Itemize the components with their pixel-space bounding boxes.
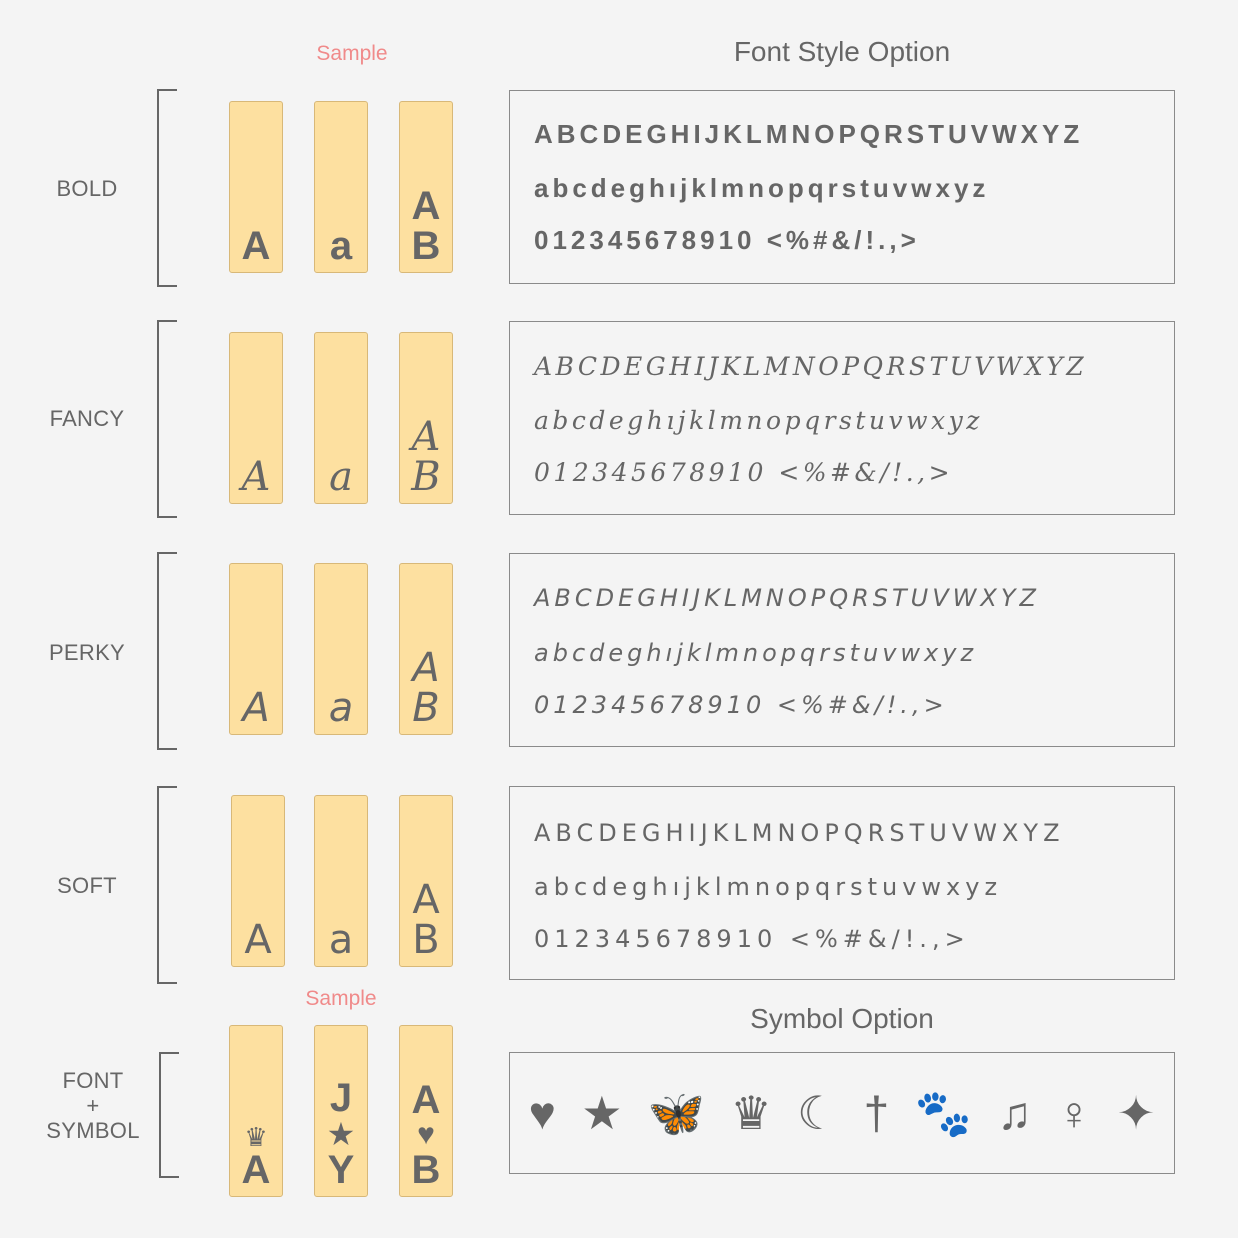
font-style-title: Font Style Option [733, 36, 951, 67]
lowercase-line: abcdeghıjklmnopqrstuvwxyz [534, 873, 1003, 901]
digits-symbols-line: 012345678910 <%#&/!.,> [534, 225, 920, 255]
tag-glyph: A [412, 645, 440, 691]
tag-glyph: B [411, 454, 441, 500]
butterfly-icon: 🦋 [647, 1087, 706, 1139]
sample-tag [231, 795, 285, 967]
row-bracket [157, 552, 177, 750]
font-preview-box [509, 90, 1175, 284]
tag-glyph: A [411, 184, 441, 228]
row-label-line: + [86, 1093, 100, 1118]
tag-glyph: A [241, 1148, 271, 1192]
sample-tag [314, 563, 368, 735]
sample-tag [229, 563, 283, 735]
heart-icon: ♥ [417, 1118, 435, 1151]
tag-glyph: B [411, 1148, 441, 1192]
font-preview-box [509, 553, 1175, 747]
font-preview-box [509, 786, 1175, 980]
digits-symbols-line: 012345678910 <%#&/!.,> [534, 691, 948, 719]
sample-tag [314, 101, 368, 273]
row-bracket [159, 1052, 179, 1178]
sample-tag [229, 332, 283, 504]
sample-tag [399, 563, 453, 735]
uppercase-line: ABCDEGHIJKLMNOPQRSTUVWXYZ [534, 119, 1084, 149]
uppercase-line: ABCDEGHIJKLMNOPQRSTUVWXYZ [534, 584, 1040, 612]
tag-glyph: A [244, 917, 272, 963]
row-bracket [157, 89, 177, 287]
tag-glyph: a [328, 685, 354, 731]
uppercase-line: ABCDEGHIJKLMNOPQRSTUVWXYZ [534, 819, 1065, 847]
tag-glyph: A [241, 454, 271, 500]
moon-icon: ☾ [797, 1087, 839, 1139]
sample-tag [229, 101, 283, 273]
row-label-bold: BOLD [56, 176, 118, 201]
uppercase-line: ABCDEGHIJKLMNOPQRSTUVWXYZ [534, 352, 1088, 381]
tag-glyph: a [328, 917, 354, 963]
row-bracket [157, 786, 177, 984]
tag-glyph: A [411, 414, 441, 460]
row-label-font-symbol [18, 1068, 168, 1143]
tag-glyph: a [329, 224, 353, 268]
tag-glyph: a [329, 454, 353, 500]
row-bracket [157, 320, 177, 518]
row-label-line: FONT [62, 1068, 124, 1093]
sample-heading: Sample [316, 42, 388, 65]
star-icon: ★ [326, 1116, 356, 1152]
crown-icon: ♛ [244, 1122, 268, 1152]
sample-tag [399, 101, 453, 273]
symbol-list [510, 1053, 1174, 1173]
sparkle-icon: ✦ [1116, 1087, 1156, 1139]
crown-icon: ♛ [730, 1087, 772, 1139]
tag-glyph: B [412, 917, 440, 963]
heart-icon: ♥ [528, 1087, 556, 1139]
paw-icon: 🐾 [914, 1087, 972, 1139]
digits-symbols-line: 012345678910 <%#&/!.,> [534, 458, 954, 487]
tag-glyph: A [242, 685, 270, 731]
lowercase-line: abcdeghıjklmnopqrstuvwxyz [534, 406, 983, 435]
tag-glyph: J [329, 1076, 353, 1120]
row-label-fancy: FANCY [49, 406, 125, 431]
lowercase-line: abcdeghıjklmnopqrstuvwxyz [534, 173, 990, 203]
tag-glyph: B [412, 685, 440, 731]
row-label-soft: SOFT [57, 873, 117, 898]
tag-glyph: B [411, 224, 441, 268]
female-icon: ♀ [1056, 1087, 1092, 1139]
symbol-option-title: Symbol Option [750, 1003, 934, 1034]
font-preview-box [509, 321, 1175, 515]
star-icon: ★ [581, 1087, 623, 1139]
tag-glyph: A [412, 877, 440, 923]
row-label-line: SYMBOL [46, 1118, 140, 1143]
sample-tag [314, 1025, 368, 1197]
digits-symbols-line: 012345678910 <%#&/!.,> [534, 925, 970, 953]
cross-icon: † [863, 1087, 890, 1139]
sample-tag [399, 1025, 453, 1197]
sample-tag [229, 1025, 283, 1197]
lowercase-line: abcdeghıjklmnopqrstuvwxyz [534, 639, 978, 667]
row-label-perky: PERKY [48, 640, 126, 665]
tag-glyph: Y [327, 1148, 355, 1192]
sample-heading: Sample [305, 987, 377, 1010]
symbol-preview-box [509, 1052, 1175, 1174]
music-note-icon: ♫ [997, 1087, 1032, 1139]
tag-glyph: A [241, 224, 271, 268]
sample-tag [314, 332, 368, 504]
sample-tag [314, 795, 368, 967]
sample-tag [399, 332, 453, 504]
tag-glyph: A [411, 1078, 441, 1122]
sample-tag [399, 795, 453, 967]
